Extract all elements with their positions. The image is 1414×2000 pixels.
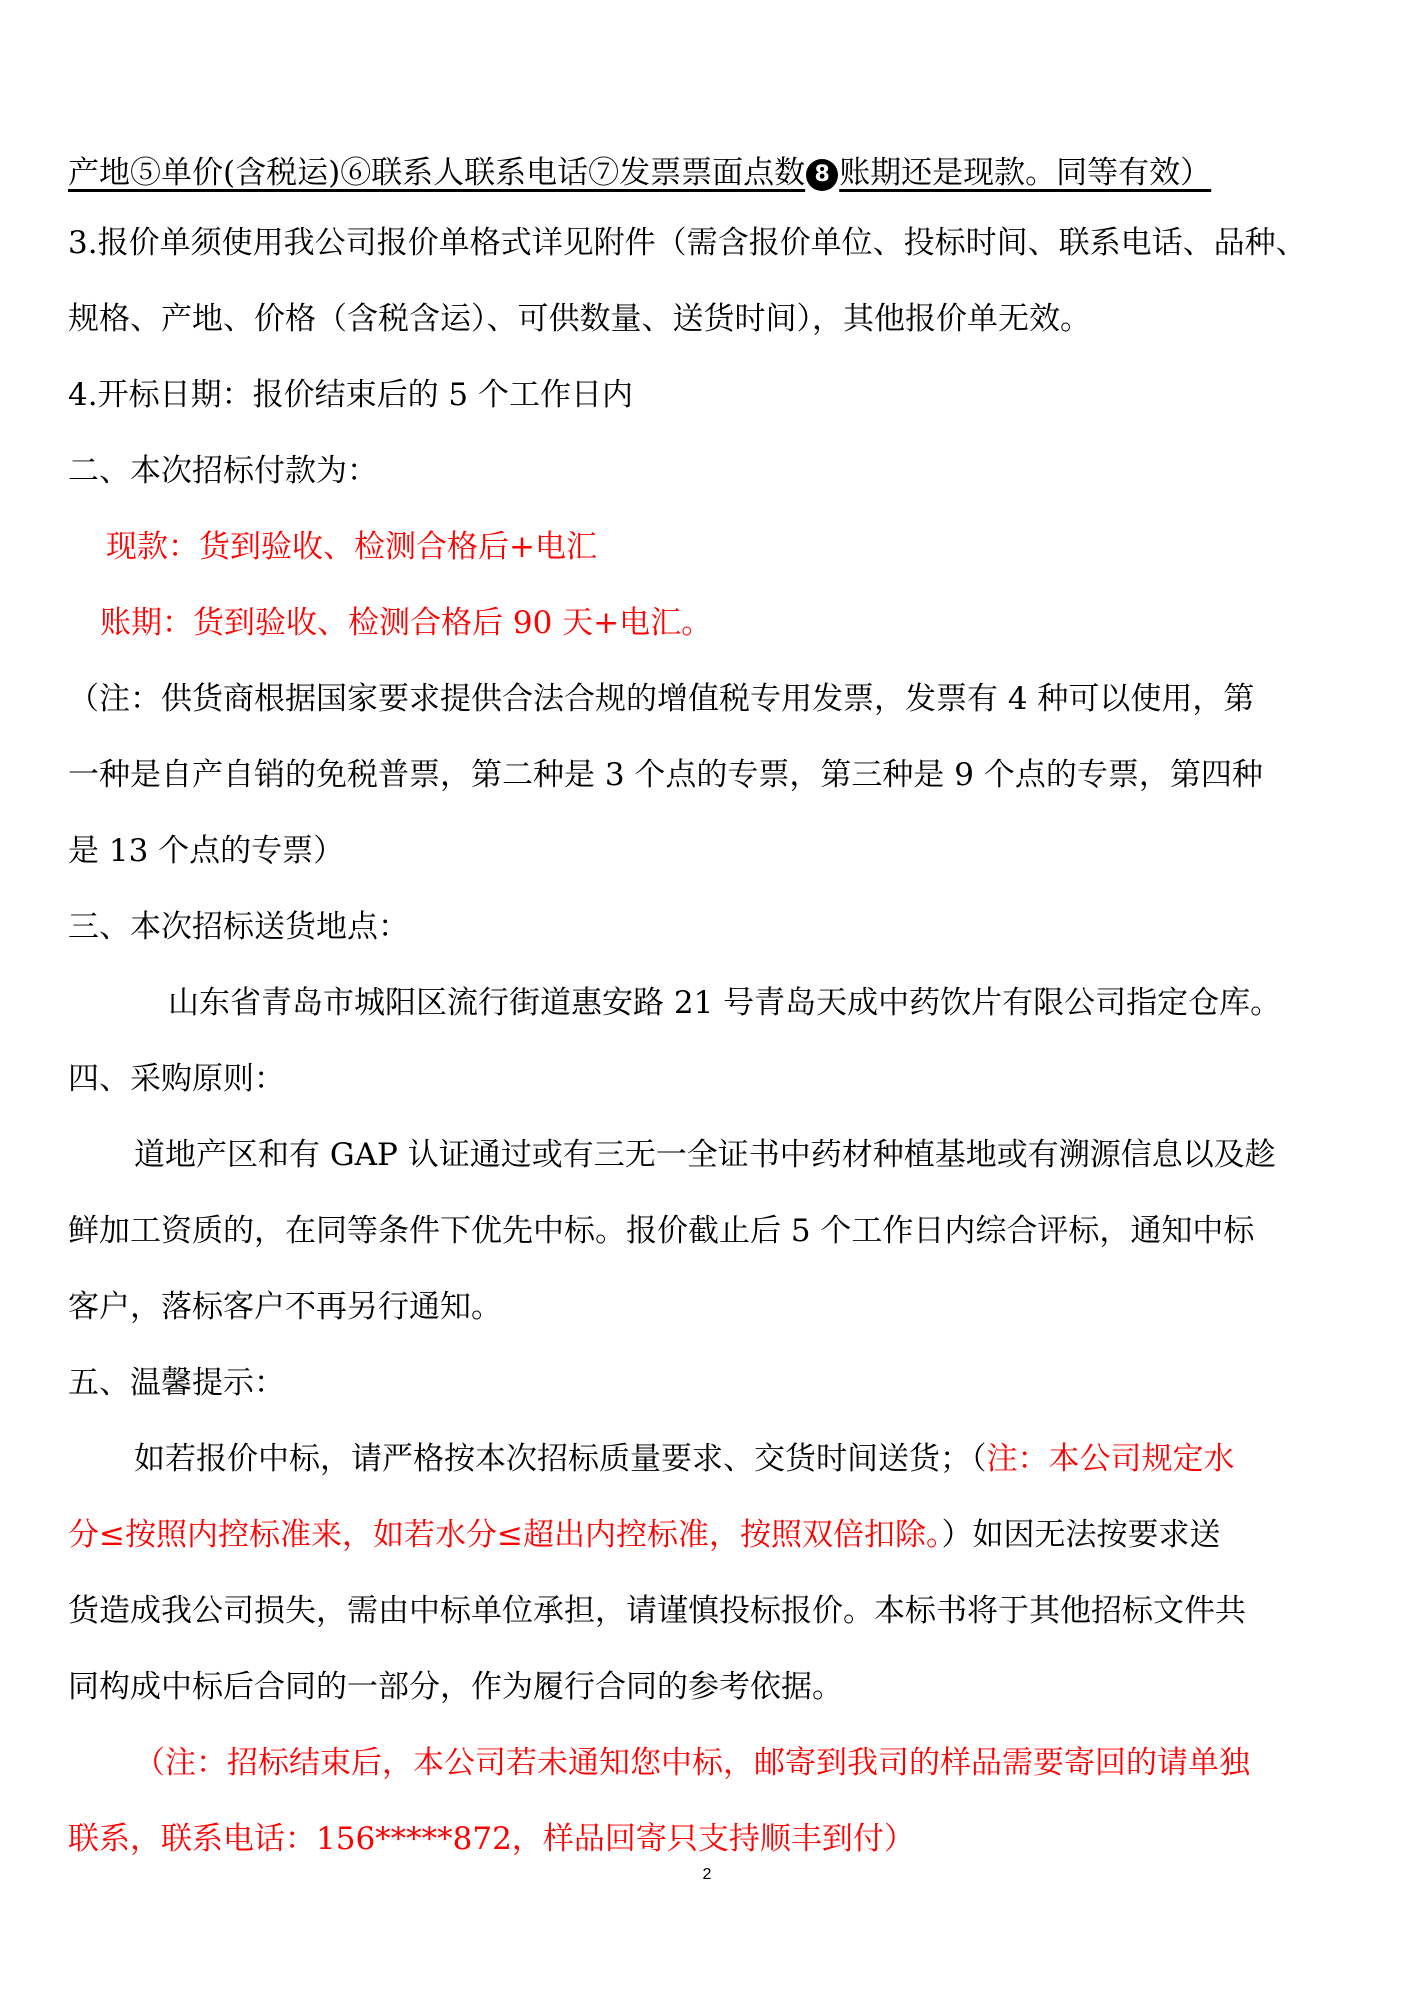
reminder-line-1 [0, 1434, 1414, 1484]
principle-line-2: 鲜加工资质的，在同等条件下优先中标。报价截止后 5 个工作日内综合评标，通知中标 [68, 1213, 1255, 1249]
item-4-line: 4.开标日期：报价结束后的 5 个工作日内 [68, 377, 634, 413]
delivery-address: 山东省青岛市城阳区流行街道惠安路 21 号青岛天成中药饮片有限公司指定仓库。 [168, 985, 1282, 1021]
reminder-line-3: 货造成我公司损失，需由中标单位承担，请谨慎投标报价。本标书将于其他招标文件共 [68, 1593, 1246, 1629]
invoice-note-line-2: 一种是自产自销的免税普票，第二种是 3 个点的专票，第三种是 9 个点的专票，第四种 [68, 757, 1263, 793]
sample-note-line-1: （注：招标结束后，本公司若未通知您中标，邮寄到我司的样品需要寄回的请单独 [134, 1745, 1250, 1781]
section-5-title: 五、温馨提示： [68, 1365, 285, 1401]
page-number: 2 [702, 1866, 712, 1883]
item-3-line-2: 规格、产地、价格（含税含运）、可供数量、送货时间），其他报价单无效。 [68, 301, 1091, 337]
reminder-text-cont: ）如因无法按要求送 [941, 1517, 1221, 1553]
reminder-text: 如若报价中标，请严格按本次招标质量要求、交货时间送货；（ [134, 1441, 987, 1477]
invoice-note-line-3: 是 13 个点的专票） [68, 833, 345, 869]
section-4-title: 四、采购原则： [68, 1061, 285, 1097]
requirements-line-cont [0, 148, 1414, 198]
principle-line-1: 道地产区和有 GAP 认证通过或有三无一全证书中药材种植基地或有溯源信息以及趁 [134, 1137, 1276, 1173]
circled-number-8-icon: 8 [806, 159, 838, 191]
section-3-title: 三、本次招标送货地点： [68, 909, 409, 945]
principle-line-3: 客户，落标客户不再另行通知。 [68, 1289, 502, 1325]
item-3-line-1: 3.报价单须使用我公司报价单格式详见附件（需含报价单位、投标时间、联系电话、品种、 [68, 225, 1307, 261]
sample-note-line-2: 联系，联系电话：156*****872，样品回寄只支持顺丰到付） [68, 1821, 915, 1857]
payment-credit: 账期：货到验收、检测合格后 90 天+电汇。 [100, 605, 713, 641]
moisture-note-start: 注：本公司规定水 [986, 1441, 1235, 1477]
section-2-title: 二、本次招标付款为： [68, 453, 378, 489]
requirements-text-b: 账期还是现款。同等有效） [839, 155, 1212, 191]
requirements-text-a: 产地⑤单价(含税运)⑥联系人联系电话⑦发票票面点数 [68, 155, 806, 191]
payment-cash: 现款：货到验收、检测合格后+电汇 [106, 529, 597, 565]
moisture-note-end: 分≤按照内控标准来，如若水分≤超出内控标准，按照双倍扣除。 [68, 1517, 942, 1553]
reminder-line-2 [0, 1510, 1414, 1560]
invoice-note-line-1: （注：供货商根据国家要求提供合法合规的增值税专用发票，发票有 4 种可以使用，第 [68, 681, 1255, 717]
reminder-line-4: 同构成中标后合同的一部分，作为履行合同的参考依据。 [68, 1669, 843, 1705]
